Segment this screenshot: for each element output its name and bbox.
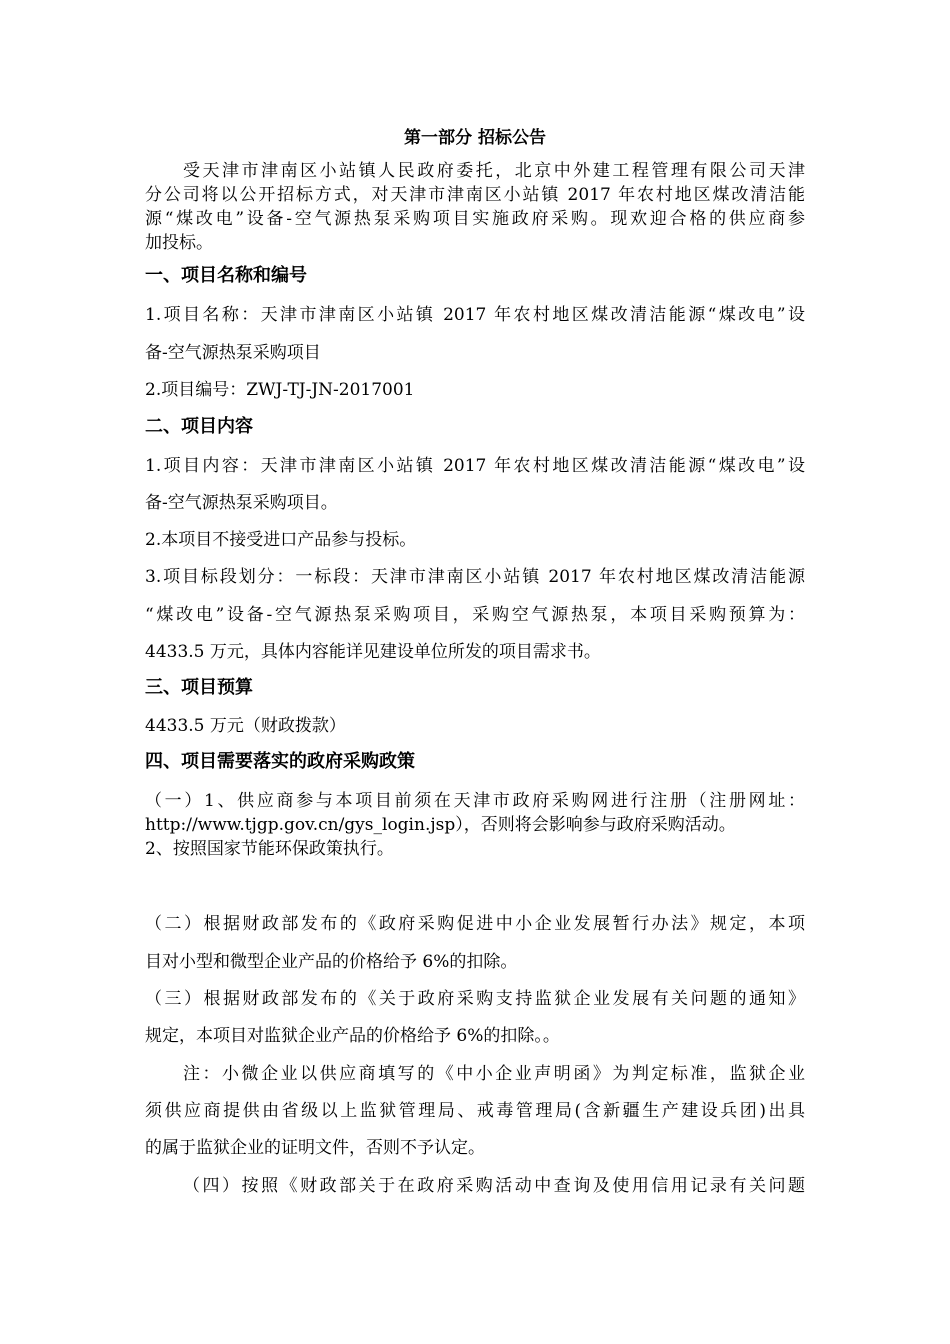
project-number: 2.项目编号：ZWJ-TJ-JN-2017001	[145, 380, 415, 400]
policy-line: （一）1、供应商参与本项目前须在天津市政府采购网进行注册（注册网址：	[145, 791, 805, 811]
intro-line: 加投标。	[145, 233, 213, 253]
intro-line: 受天津市津南区小站镇人民政府委托，北京中外建工程管理有限公司天津	[183, 161, 805, 181]
registration-url[interactable]: http://www.tjgp.gov.cn/gys_login.jsp），否则将会影响参与政府采购活动。	[145, 815, 736, 835]
note-line: 须供应商提供由省级以上监狱管理局、戒毒管理局(含新疆生产建设兵团)出具	[145, 1101, 805, 1121]
section-heading: 二、项目内容	[145, 416, 253, 437]
lot-line: 4433.5 万元，具体内容能详见建设单位所发的项目需求书。	[145, 642, 601, 662]
section-heading: 三、项目预算	[145, 677, 253, 698]
lot-line: 3.项目标段划分：一标段：天津市津南区小站镇 2017 年农村地区煤改清洁能源	[145, 567, 805, 587]
policy-line: （三）根据财政部发布的《关于政府采购支持监狱企业发展有关问题的通知》	[145, 989, 805, 1009]
intro-line: 分公司将以公开招标方式，对天津市津南区小站镇 2017 年农村地区煤改清洁能	[145, 185, 805, 205]
policy-line: 2、按照国家节能环保政策执行。	[145, 839, 394, 859]
page-title: 第一部分 招标公告	[404, 128, 546, 148]
budget-text: 4433.5 万元（财政拨款）	[145, 716, 346, 736]
section-heading: 一、项目名称和编号	[145, 265, 307, 286]
note-line: 注：小微企业以供应商填写的《中小企业声明函》为判定标准，监狱企业	[183, 1064, 805, 1084]
project-content-line: 1.项目内容：天津市津南区小站镇 2017 年农村地区煤改清洁能源“煤改电”设	[145, 456, 805, 476]
section-heading: 四、项目需要落实的政府采购政策	[145, 751, 415, 772]
policy-line: （四）按照《财政部关于在政府采购活动中查询及使用信用记录有关问题	[183, 1176, 805, 1196]
note-line: 的属于监狱企业的证明文件，否则不予认定。	[145, 1138, 485, 1158]
policy-line: 规定，本项目对监狱企业产品的价格给予 6%的扣除。。	[145, 1026, 560, 1046]
policy-line: （二）根据财政部发布的《政府采购促进中小企业发展暂行办法》规定，本项	[145, 914, 805, 934]
project-name-line: 1.项目名称：天津市津南区小站镇 2017 年农村地区煤改清洁能源“煤改电”设	[145, 305, 805, 325]
project-name-line: 备-空气源热泵采购项目	[145, 343, 321, 363]
policy-line: 目对小型和微型企业产品的价格给予 6%的扣除。	[145, 952, 518, 972]
lot-line: “煤改电”设备-空气源热泵采购项目，采购空气源热泵，本项目采购预算为：	[145, 605, 805, 625]
intro-line: 源“煤改电”设备-空气源热泵采购项目实施政府采购。现欢迎合格的供应商参	[145, 209, 805, 229]
no-import-text: 2.本项目不接受进口产品参与投标。	[145, 530, 417, 550]
project-content-line: 备-空气源热泵采购项目。	[145, 493, 338, 513]
